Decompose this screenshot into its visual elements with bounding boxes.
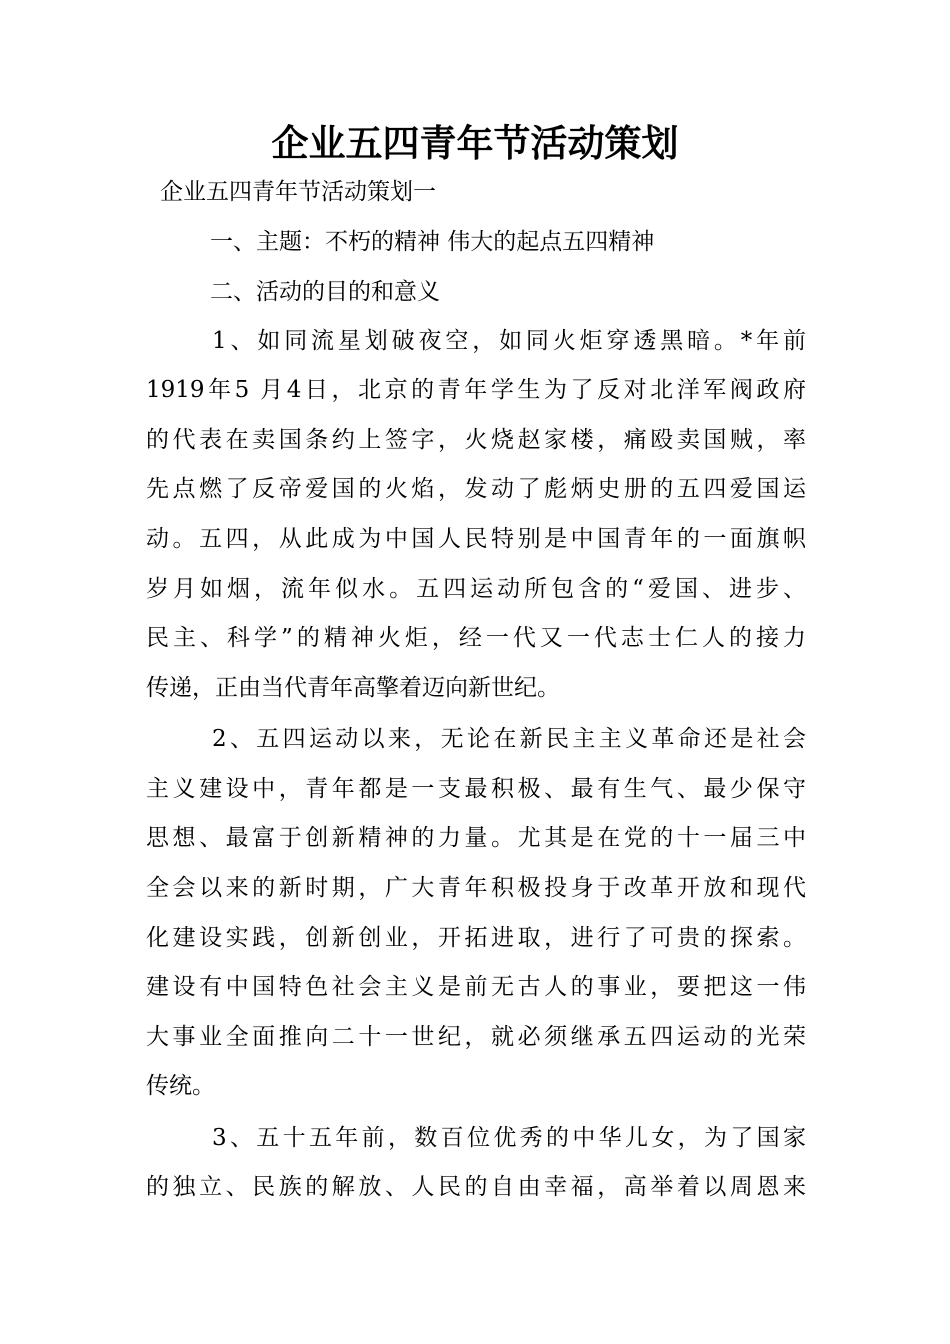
paragraph-1-line: 传递，正由当代青年高擎着迈向新世纪。 — [146, 675, 560, 701]
paragraph-2-line: 化建设实践，创新创业，开拓进取，进行了可贵的探索。 — [146, 925, 806, 951]
paragraph-1-line: 岁月如烟，流年似水。五四运动所包含的“爱国、进步、 — [146, 576, 806, 602]
paragraph-1-line: 的代表在卖国条约上签字，火烧赵家楼，痛殴卖国贼，率 — [146, 427, 806, 453]
paragraph-1-line: 1919年5 月4日，北京的青年学生为了反对北洋军阀政府 — [146, 377, 806, 403]
paragraph-1-line: 先点燃了反帝爱国的火焰，发动了彪炳史册的五四爱国运 — [146, 476, 806, 502]
paragraph-2-line: 传统。 — [146, 1073, 215, 1099]
section-heading-theme: 一、主题：不朽的精神 伟大的起点五四精神 — [210, 229, 655, 255]
document-subtitle: 企业五四青年节活动策划一 — [160, 179, 436, 205]
document-title: 企业五四青年节活动策划 — [271, 121, 679, 165]
paragraph-2-line: 主义建设中，青年都是一支最积极、最有生气、最少保守 — [146, 776, 806, 802]
paragraph-2-line: 大事业全面推向二十一世纪，就必须继承五四运动的光荣 — [146, 1024, 806, 1050]
paragraph-2-line: 全会以来的新时期，广大青年积极投身于改革开放和现代 — [146, 875, 806, 901]
paragraph-3-line: 3、五十五年前，数百位优秀的中华儿女，为了国家 — [212, 1125, 806, 1151]
paragraph-1-line: 1、如同流星划破夜空，如同火炬穿透黑暗。*年前 — [212, 328, 806, 354]
paragraph-2-line: 思想、最富于创新精神的力量。尤其是在党的十一届三中 — [146, 825, 806, 851]
paragraph-1-line: 民主、科学”的精神火炬，经一代又一代志士仁人的接力 — [146, 625, 806, 651]
paragraph-3-line: 的独立、民族的解放、人民的自由幸福，高举着以周恩来 — [146, 1174, 806, 1200]
section-heading-purpose: 二、活动的目的和意义 — [210, 279, 440, 305]
paragraph-2-line: 建设有中国特色社会主义是前无古人的事业，要把这一伟 — [146, 974, 806, 1000]
paragraph-1-line: 动。五四，从此成为中国人民特别是中国青年的一面旗帜 — [146, 526, 806, 552]
paragraph-2-line: 2、五四运动以来，无论在新民主主义革命还是社会 — [212, 726, 806, 752]
